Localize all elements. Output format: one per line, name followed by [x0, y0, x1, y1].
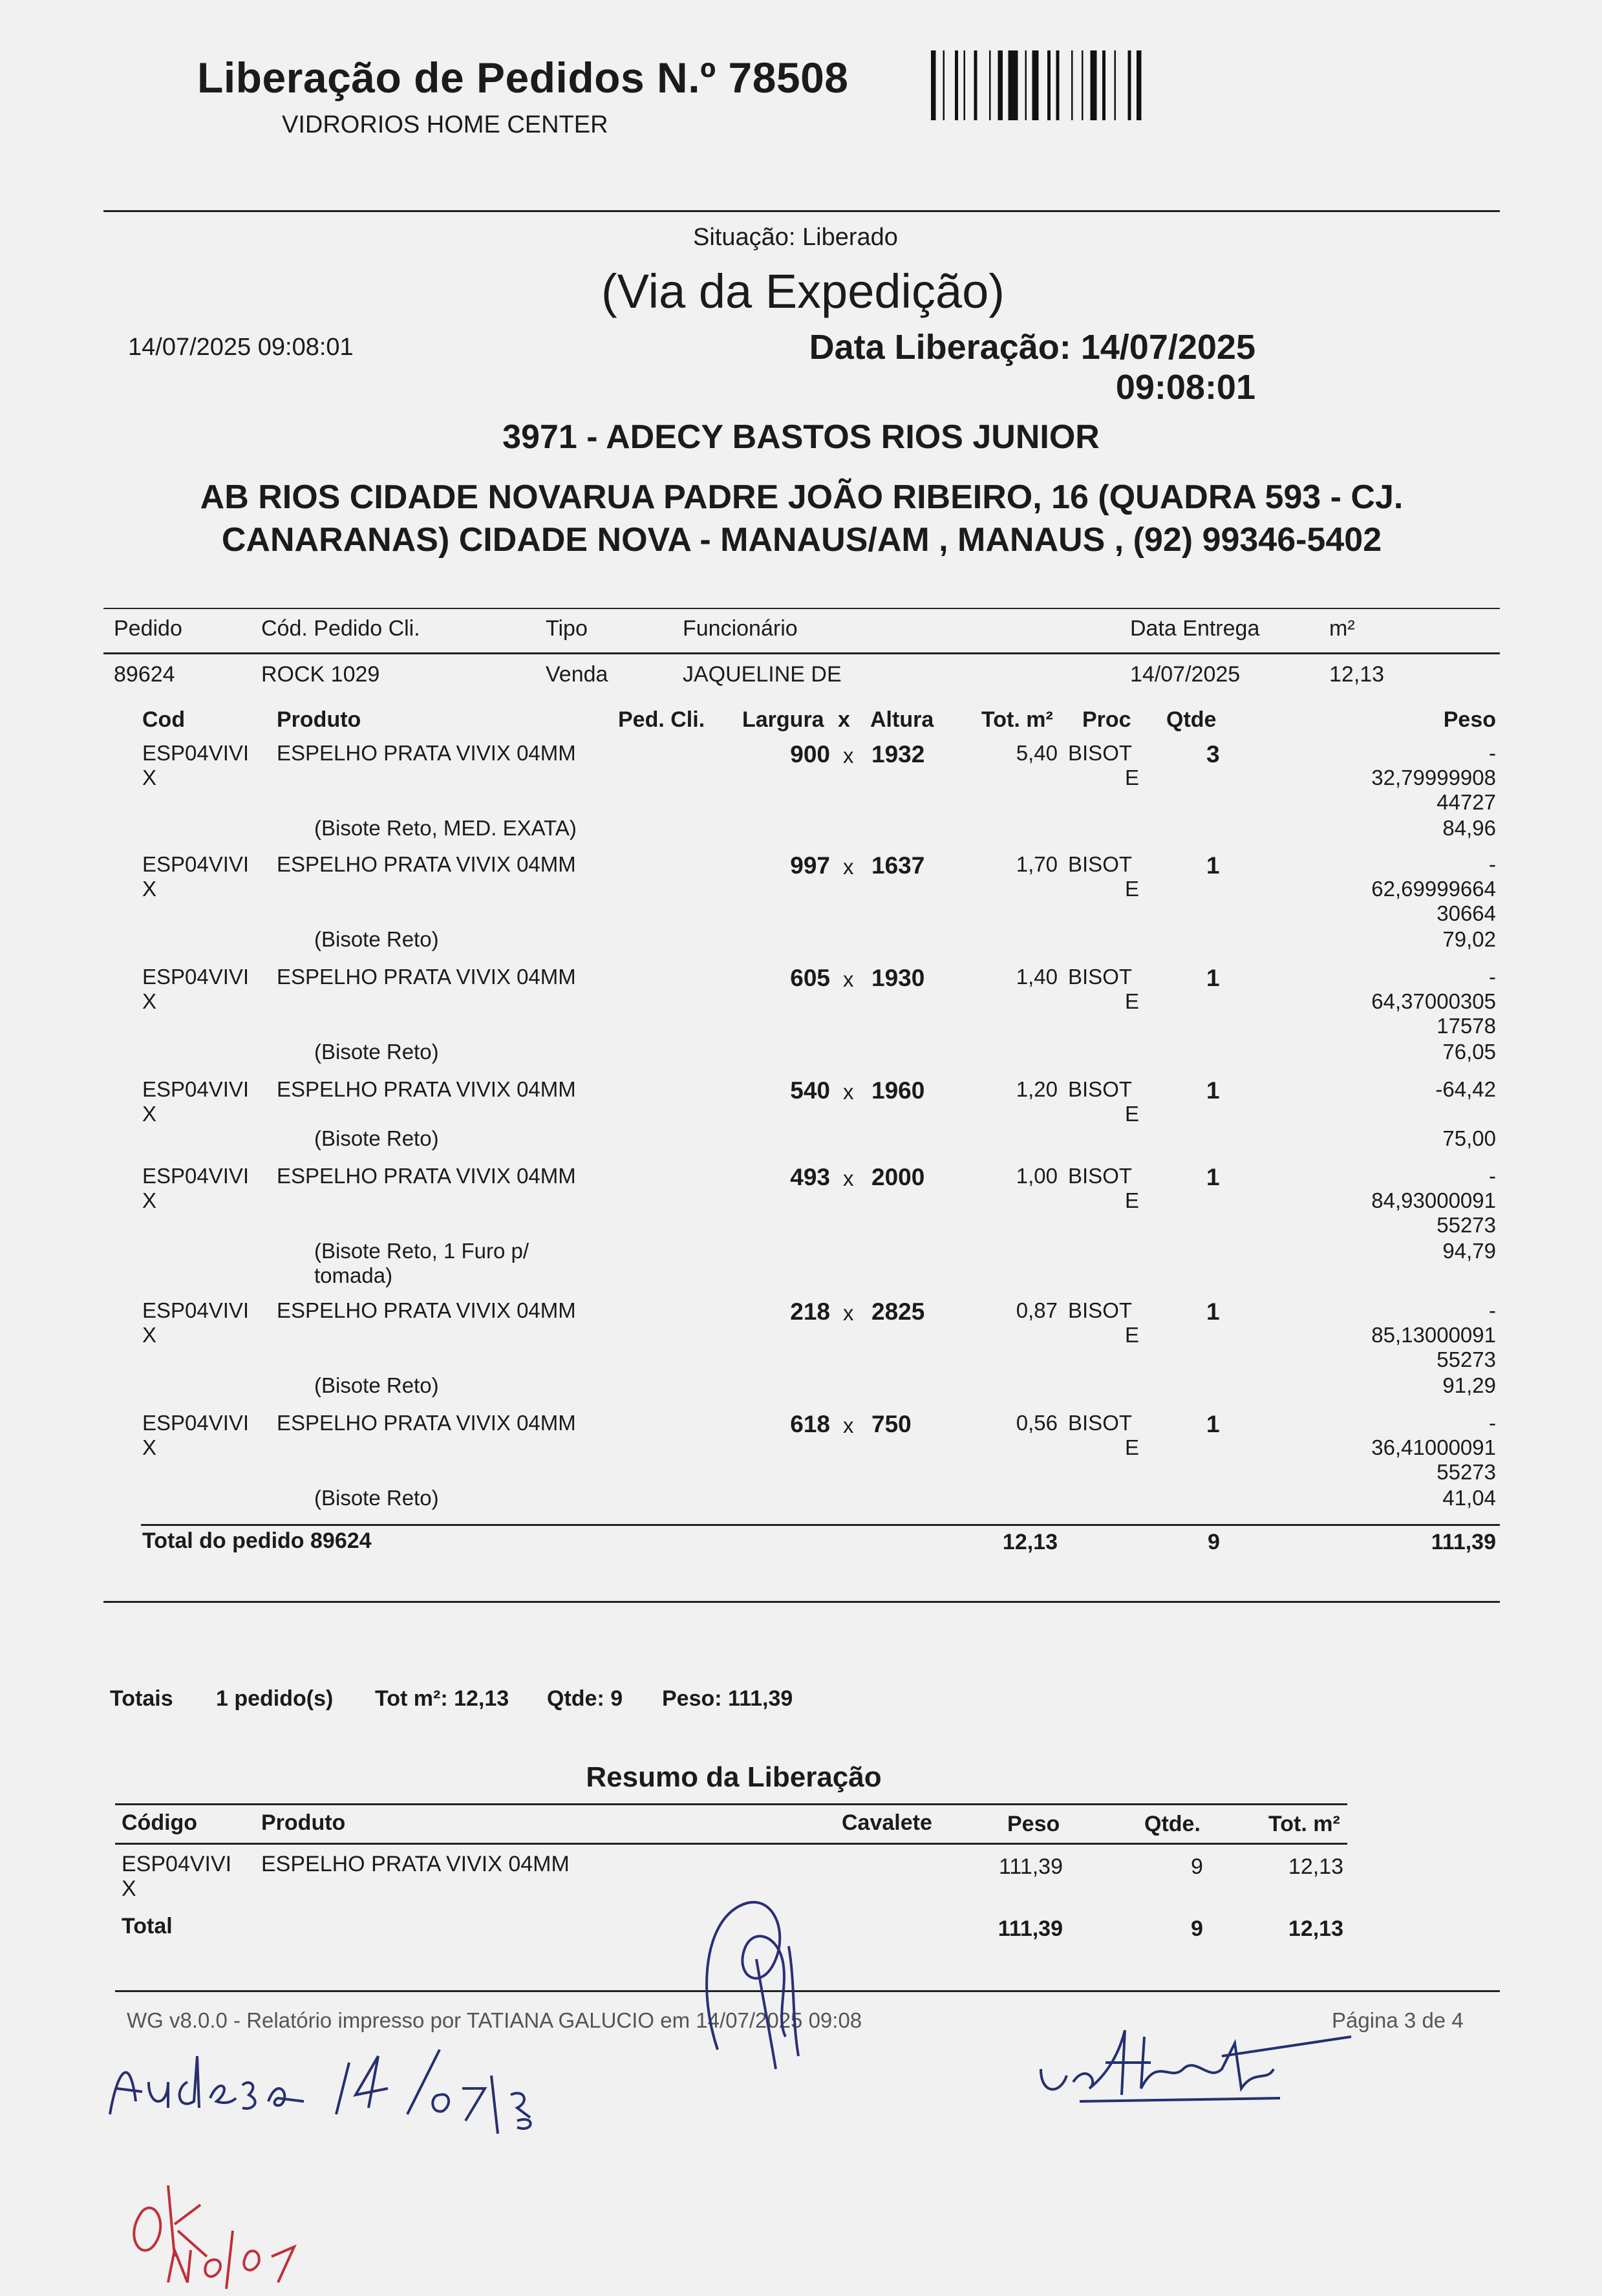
item-obs [314, 1040, 586, 1064]
item-obs [314, 927, 586, 952]
item-cod-line: ESP04VIVI [142, 852, 250, 876]
cod-value: ROCK 1029 [261, 662, 380, 687]
item-cod-line: X [142, 877, 157, 901]
item-proc [1068, 852, 1139, 901]
order-total-peso: 111,39 [1431, 1530, 1496, 1554]
item-altura: 2825 [871, 1298, 925, 1325]
barcode-bar [1047, 50, 1051, 120]
item-totm2: 1,00 [1016, 1164, 1058, 1188]
col-data-label: Data Entrega [1130, 616, 1260, 641]
client-address [91, 476, 1513, 561]
barcode-bar [1071, 50, 1073, 120]
item-qtde: 1 [1206, 1411, 1220, 1437]
item-proc [1068, 1077, 1139, 1126]
barcode-bar [1091, 50, 1097, 120]
item-produto: ESPELHO PRATA VIVIX 04MM [277, 1411, 576, 1435]
client-name: 3971 - ADECY BASTOS RIOS JUNIOR [502, 418, 1100, 456]
item-altura: 1930 [871, 965, 925, 991]
item-cod-line: X [142, 1323, 157, 1347]
item-cod-line: X [142, 1102, 157, 1126]
func-value: JAQUELINE DE [683, 662, 842, 687]
item-totm2: 1,70 [1016, 852, 1058, 876]
item-x-sign: x [843, 967, 854, 991]
col-cod-label: Cód. Pedido Cli. [261, 616, 420, 641]
barcode-bar [1025, 50, 1027, 120]
item-produto: ESPELHO PRATA VIVIX 04MM [277, 852, 576, 876]
item-peso-line: 55273 [1436, 1213, 1496, 1237]
order-total-label: Total do pedido 89624 [142, 1529, 372, 1553]
item-obs [314, 1126, 586, 1151]
page-number: Página 3 de 4 [1332, 2008, 1464, 2032]
item-obs-line: tomada) [314, 1263, 393, 1287]
item-cod-line: X [142, 989, 157, 1013]
item-largura: 605 [790, 965, 830, 991]
item-proc-line: E [1124, 1435, 1139, 1459]
item-obs-line: (Bisote Reto) [314, 927, 439, 951]
item-peso-line: 62,69999664 [1371, 877, 1496, 901]
item-cod-line: ESP04VIVI [142, 1077, 250, 1101]
item-proc [1068, 1164, 1139, 1213]
item-peso-line: 85,13000091 [1371, 1323, 1496, 1347]
address-line2: CANARANAS) CIDADE NOVA - MANAUS/AM , MANAUS , (92) 99346-5402 [221, 521, 1382, 559]
release-date-line2: 09:08:01 [1115, 368, 1255, 407]
summary-th-produto: Produto [261, 1810, 346, 1835]
item-proc [1068, 965, 1139, 1014]
tipo-value: Venda [546, 662, 608, 687]
th-pedcli: Ped. Cli. [618, 707, 705, 732]
item-largura: 997 [790, 852, 830, 879]
item-cod [142, 965, 249, 1014]
totals-pedidos: 1 pedido(s) [216, 1686, 334, 1711]
item-peso-line: - [1489, 1298, 1496, 1322]
item-cod-line: X [142, 1188, 157, 1212]
summary-th-peso: Peso [1007, 1812, 1060, 1836]
item-peso-total: 75,00 [1442, 1126, 1496, 1150]
status-text: Situação: Liberado [693, 224, 898, 251]
th-produto: Produto [277, 707, 361, 732]
item-peso-line: -64,42 [1435, 1077, 1496, 1101]
divider [141, 1524, 1500, 1526]
release-date-line1: Data Liberação: 14/07/2025 [809, 328, 1255, 367]
item-peso-line: 44727 [1436, 790, 1496, 814]
item-obs [314, 1486, 586, 1510]
col-tipo-label: Tipo [546, 616, 588, 641]
item-proc-line: E [1124, 766, 1139, 789]
col-func-label: Funcionário [683, 616, 798, 641]
item-obs [314, 1373, 586, 1398]
item-cod-line: X [142, 766, 157, 789]
handwritten-note-date [103, 2037, 543, 2147]
item-peso-line: 30664 [1436, 901, 1496, 925]
item-proc [1068, 1298, 1139, 1347]
item-peso-line: - [1489, 1164, 1496, 1188]
item-proc-line: E [1124, 989, 1139, 1013]
summary-total-qtde: 9 [1191, 1916, 1203, 1941]
item-cod [142, 741, 249, 790]
divider [115, 1803, 1347, 1805]
order-total-qtde: 9 [1208, 1530, 1220, 1554]
summary-peso: 111,39 [999, 1854, 1063, 1879]
item-x-sign: x [843, 1413, 854, 1437]
summary-cod-line1: ESP04VIVI [122, 1852, 232, 1876]
th-largura: Largura [742, 707, 824, 732]
item-peso-total: 84,96 [1442, 816, 1496, 840]
via-label: (Via da Expedição) [601, 264, 1005, 318]
item-totm2: 5,40 [1016, 741, 1058, 765]
item-peso-line: 55273 [1436, 1347, 1496, 1371]
barcode-bar [1137, 50, 1142, 120]
handwritten-signature-2 [1028, 2017, 1364, 2114]
item-peso [1319, 1411, 1496, 1485]
item-peso-line: 84,93000091 [1371, 1188, 1496, 1212]
item-altura: 2000 [871, 1164, 925, 1190]
item-peso-line: - [1489, 1411, 1496, 1435]
item-peso-line: 64,37000305 [1371, 989, 1496, 1013]
item-totm2: 1,40 [1016, 965, 1058, 989]
item-qtde: 1 [1206, 852, 1220, 879]
item-proc-line: E [1124, 1323, 1139, 1347]
barcode-bar [1128, 50, 1131, 120]
item-obs-line: (Bisote Reto) [314, 1040, 439, 1064]
item-cod [142, 1298, 249, 1347]
item-cod [142, 1411, 249, 1460]
item-totm2: 1,20 [1016, 1077, 1058, 1101]
item-cod-line: ESP04VIVI [142, 741, 250, 765]
m2-value: 12,13 [1329, 662, 1385, 687]
th-x: x [838, 707, 850, 732]
item-x-sign: x [843, 1301, 854, 1325]
item-peso-line: 36,41000091 [1371, 1435, 1496, 1459]
item-qtde: 1 [1206, 1298, 1220, 1325]
item-obs-line: (Bisote Reto) [314, 1486, 439, 1510]
item-totm2: 0,56 [1016, 1411, 1058, 1435]
item-peso-line: - [1489, 852, 1496, 876]
item-peso-line: - [1489, 741, 1496, 765]
item-peso-total: 94,79 [1442, 1239, 1496, 1263]
item-cod-line: ESP04VIVI [142, 1164, 250, 1188]
item-x-sign: x [843, 744, 854, 767]
item-largura: 218 [790, 1298, 830, 1325]
summary-qtde: 9 [1191, 1854, 1203, 1879]
item-peso [1319, 741, 1496, 815]
th-totm2: Tot. m² [981, 707, 1053, 732]
pedido-value: 89624 [114, 662, 175, 687]
summary-cod [122, 1852, 231, 1901]
divider [103, 608, 1500, 609]
summary-totm2: 12,13 [1288, 1854, 1343, 1879]
item-peso-total: 41,04 [1442, 1486, 1496, 1510]
barcode-bar [1056, 50, 1060, 120]
item-cod [142, 1077, 249, 1126]
item-proc-line: BISOT [1068, 1164, 1133, 1188]
barcode-bar [974, 50, 977, 120]
barcode [931, 50, 1180, 120]
barcode-bar [1009, 50, 1018, 120]
item-proc-line: BISOT [1068, 741, 1133, 765]
item-produto: ESPELHO PRATA VIVIX 04MM [277, 741, 576, 765]
item-obs [314, 816, 586, 841]
th-peso: Peso [1443, 707, 1496, 732]
barcode-bar [1082, 50, 1084, 120]
item-x-sign: x [843, 1166, 854, 1190]
item-altura: 1637 [871, 852, 925, 879]
item-peso-total: 76,05 [1442, 1040, 1496, 1064]
summary-title: Resumo da Liberação [586, 1761, 882, 1793]
item-altura: 1960 [871, 1077, 925, 1104]
item-peso-total: 91,29 [1442, 1373, 1496, 1397]
item-peso-line: - [1489, 965, 1496, 989]
item-proc-line: E [1124, 877, 1139, 901]
divider [103, 210, 1500, 212]
totals-label: Totais [110, 1686, 173, 1711]
item-cod [142, 852, 249, 901]
summary-th-totm2: Tot. m² [1268, 1812, 1340, 1836]
item-largura: 493 [790, 1164, 830, 1190]
item-qtde: 1 [1206, 1077, 1220, 1104]
item-peso [1319, 965, 1496, 1038]
document-title: Liberação de Pedidos N.º 78508 [197, 54, 849, 102]
item-peso [1319, 1077, 1496, 1102]
item-totm2: 0,87 [1016, 1298, 1058, 1322]
item-largura: 900 [790, 741, 830, 767]
summary-total-totm2: 12,13 [1288, 1916, 1343, 1941]
th-proc: Proc [1082, 707, 1131, 732]
item-peso [1319, 1298, 1496, 1372]
barcode-bar [955, 50, 958, 120]
barcode-bar [964, 50, 966, 120]
item-proc-line: BISOT [1068, 965, 1133, 989]
summary-total-label: Total [122, 1914, 173, 1938]
item-obs-line: (Bisote Reto, 1 Furo p/ [314, 1239, 529, 1263]
th-altura: Altura [870, 707, 934, 732]
item-qtde: 1 [1206, 1164, 1220, 1190]
item-peso-total: 79,02 [1442, 927, 1496, 951]
item-proc-line: BISOT [1068, 1411, 1133, 1435]
summary-th-qtde: Qtde. [1144, 1812, 1201, 1836]
summary-produto: ESPELHO PRATA VIVIX 04MM [261, 1852, 570, 1876]
barcode-bar [1032, 50, 1039, 120]
item-proc-line: BISOT [1068, 1077, 1133, 1101]
item-obs [314, 1239, 586, 1288]
item-produto: ESPELHO PRATA VIVIX 04MM [277, 1298, 576, 1322]
item-cod [142, 1164, 249, 1213]
item-obs-line: (Bisote Reto) [314, 1373, 439, 1397]
divider [115, 1843, 1347, 1845]
data-value: 14/07/2025 [1130, 662, 1241, 687]
summary-th-cavalete: Cavalete [842, 1810, 932, 1835]
col-pedido-label: Pedido [114, 616, 182, 641]
item-cod-line: X [142, 1435, 157, 1459]
item-produto: ESPELHO PRATA VIVIX 04MM [277, 965, 576, 989]
item-peso-line: 17578 [1436, 1014, 1496, 1038]
barcode-bar [931, 50, 936, 120]
summary-th-codigo: Código [122, 1810, 198, 1835]
barcode-bar [943, 50, 945, 120]
item-peso [1319, 852, 1496, 926]
item-peso-line: 55273 [1436, 1460, 1496, 1484]
summary-total-peso: 111,39 [998, 1916, 1063, 1941]
barcode-bar [1115, 50, 1116, 120]
barcode-bar [998, 50, 1003, 120]
summary-cod-line2: X [122, 1876, 136, 1901]
handwritten-ok-mark [116, 2134, 323, 2295]
print-datetime: 14/07/2025 09:08:01 [128, 334, 354, 361]
totals-m2: Tot m²: 12,13 [375, 1686, 509, 1711]
item-proc [1068, 1411, 1139, 1460]
order-total-m2: 12,13 [1002, 1530, 1058, 1554]
totals-peso: Peso: 111,39 [662, 1686, 793, 1711]
item-proc-line: E [1124, 1102, 1139, 1126]
handwritten-signature [679, 1888, 834, 2082]
col-m2-label: m² [1329, 616, 1355, 641]
item-x-sign: x [843, 855, 854, 879]
divider [103, 652, 1500, 654]
th-qtde: Qtde [1166, 707, 1217, 732]
item-largura: 618 [790, 1411, 830, 1437]
item-cod-line: ESP04VIVI [142, 965, 250, 989]
item-proc-line: E [1124, 1188, 1139, 1212]
address-line1: AB RIOS CIDADE NOVARUA PADRE JOÃO RIBEIRO, 16 (QUADRA 593 - CJ. [200, 478, 1404, 516]
item-proc-line: BISOT [1068, 1298, 1133, 1322]
item-produto: ESPELHO PRATA VIVIX 04MM [277, 1164, 576, 1188]
footer-text: WG v8.0.0 - Relatório impresso por TATIANA GALUCIO em 14/07/2025 09:08 [127, 2008, 862, 2032]
release-date [784, 327, 1255, 407]
item-qtde: 3 [1206, 741, 1220, 767]
barcode-bar [989, 50, 991, 120]
item-altura: 1932 [871, 741, 925, 767]
th-cod: Cod [142, 707, 186, 732]
item-proc-line: BISOT [1068, 852, 1133, 876]
barcode-bar [1102, 50, 1105, 120]
item-altura: 750 [871, 1411, 912, 1437]
item-peso [1319, 1164, 1496, 1238]
item-largura: 540 [790, 1077, 830, 1104]
totals-qtde: Qtde: 9 [547, 1686, 623, 1711]
item-cod-line: ESP04VIVI [142, 1411, 250, 1435]
item-x-sign: x [843, 1080, 854, 1104]
item-cod-line: ESP04VIVI [142, 1298, 250, 1322]
item-obs-line: (Bisote Reto, MED. EXATA) [314, 816, 577, 840]
item-peso-line: 32,79999908 [1371, 766, 1496, 789]
item-obs-line: (Bisote Reto) [314, 1126, 439, 1150]
company-name: VIDRORIOS HOME CENTER [282, 111, 608, 138]
divider [103, 1601, 1500, 1603]
item-qtde: 1 [1206, 965, 1220, 991]
item-produto: ESPELHO PRATA VIVIX 04MM [277, 1077, 576, 1101]
item-proc [1068, 741, 1139, 790]
